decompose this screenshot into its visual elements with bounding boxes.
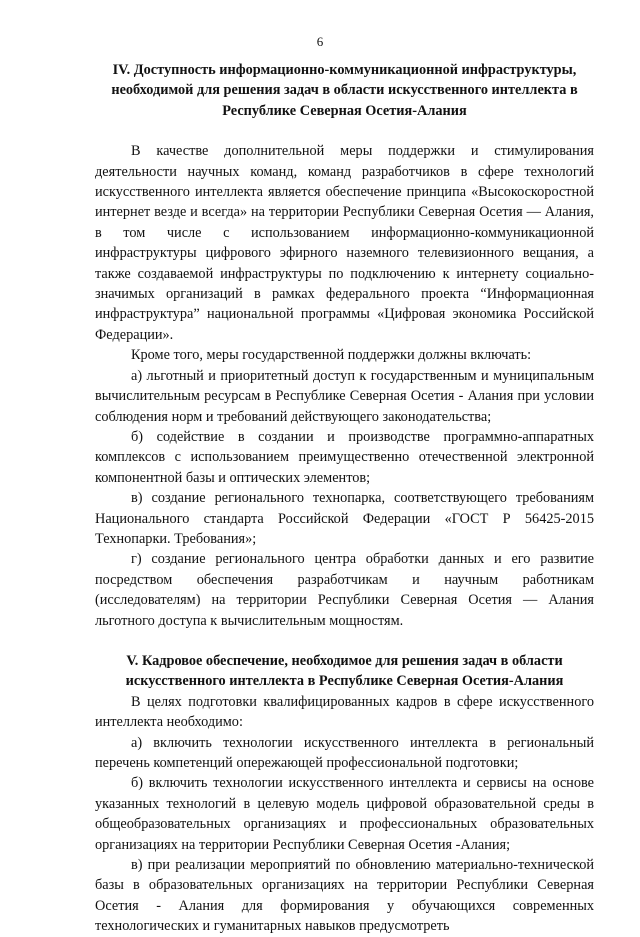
section-v-list-item-v: в) при реализации мероприятий по обновлению материально-технической базы в образовательных организациях на территории Республики Северная Осетия - Алания для формирования у обучающихся современных технологических и гуманитарных навыков предусмотреть — [95, 857, 594, 935]
section-v-list-item-a: а) включить технологии искусственного интеллекта в региональный перечень компетенций опережающей профессиональной подготовки; — [95, 734, 594, 771]
page-content — [95, 60, 594, 937]
section-iv-list-item-b: б) содействие в создании и производстве программно-аппаратных комплексов с использованием преимущественно отечественной электронной компонентной базы и оптических элементов; — [95, 428, 594, 486]
section-iv-paragraph: В качестве дополнительной меры поддержки и стимулирования деятельности научных команд, команд разработчиков в сфере технологий искусственного интеллекта является обеспечение принципа «Высокоскоростной интернет везде и всегда» на территории Республики Северная Осетия — Алания, в том числе с использованием информационно-коммуникационной инфраструктуры цифрового эфирного наземного телевизионного вещания, а также создаваемой инфраструктуры по подключению к интернету социально-значимых организаций в рамках федерального проекта “Информационная инфраструктура” национальной программы «Цифровая экономика Российской Федерации». — [95, 143, 594, 343]
section-iv-list-item-v: в) создание регионального технопарка, соответствующего требованиям Национального стандарта Российской Федерации «ГОСТ Р 56425-2015 Технопарки. Требования»; — [95, 490, 594, 547]
section-iv-list-item-a: а) льготный и приоритетный доступ к государственным и муниципальным вычислительным ресурсам в Республике Северная Осетия - Алания при условии соблюдения норм и требований действующего законодательства; — [95, 367, 594, 425]
page-number: 6 — [316, 34, 324, 49]
section-v-heading: V. Кадровое обеспечение, необходимое для решения задач в области искусственного интеллекта в Республике Северная Осетия-Алания — [125, 652, 564, 690]
section-iv-heading: IV. Доступность информационно-коммуникационной инфраструктуры, необходимой для решения задач в области искусственного интеллекта в Республике Северная Осетия-Алания — [111, 62, 578, 119]
section-iv-list-item-g: г) создание регионального центра обработки данных и его развитие посредством обеспечения разработчикам и научным работникам (исследователям) на территории Республики Северная Осетия — Алания льготного доступа к вычислительным мощностям. — [95, 551, 594, 629]
section-v-paragraph: В целях подготовки квалифицированных кадров в сфере искусственного интеллекта необходимо: — [95, 693, 594, 731]
section-v-list-item-b: б) включить технологии искусственного интеллекта и сервисы на основе указанных технологий в целевую модель цифровой образовательной среды в общеобразовательных организациях и профессиональных образовательных организациях на территории Республики Северная Осетия -Алания; — [95, 775, 594, 853]
section-iv-paragraph: Кроме того, меры государственной поддержки должны включать: — [131, 347, 532, 364]
